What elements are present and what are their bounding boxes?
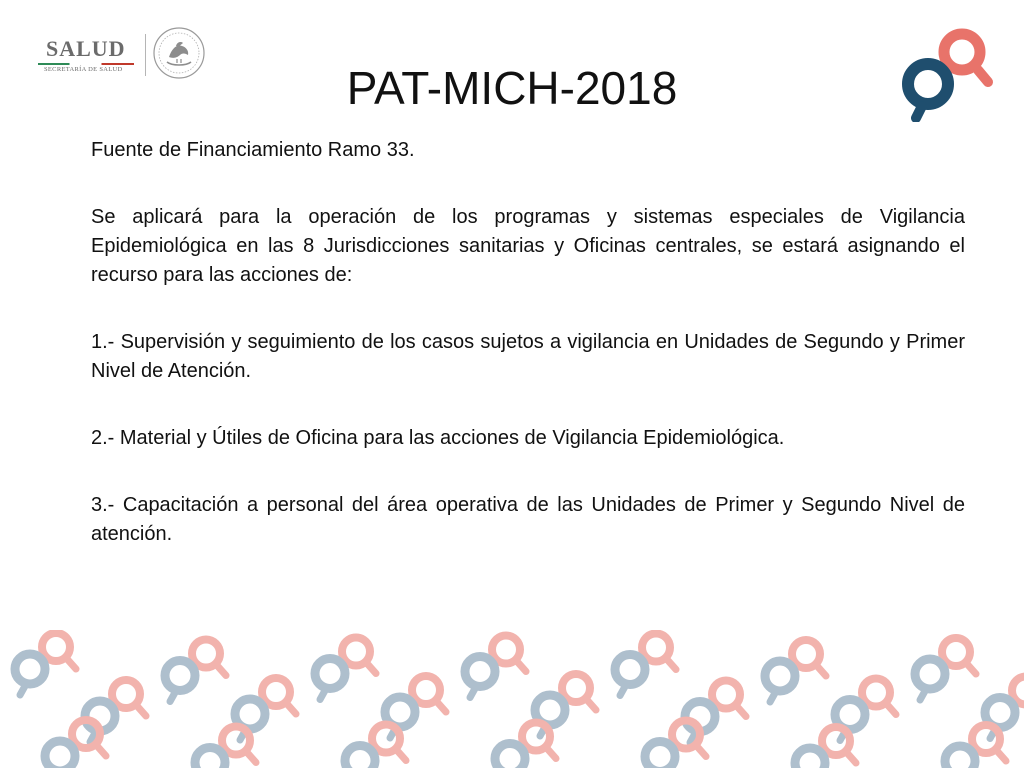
pattern-bubble-pair: [315, 638, 376, 700]
speech-bubbles-pattern-icon: [0, 630, 1024, 768]
pattern-bubble-pair: [165, 640, 226, 702]
action-item-3: 3.- Capacitación a personal del área operativa de las Unidades de Primer y Segundo Nivel de atención.: [91, 494, 965, 545]
slide-body: [91, 136, 965, 587]
pattern-bubble-pair: [465, 636, 526, 698]
pattern-bubble-pair: [15, 633, 76, 695]
pattern-bubble-pair: [495, 723, 556, 768]
funding-source-text: Fuente de Financiamiento Ramo 33.: [91, 139, 415, 161]
intro-paragraph: Se aplicará para la operación de los programas y sistemas especiales de Vigilancia Epidemiológica en las 8 Jurisdicciones sanitarias y Oficinas centrales, se estará asignando el recurso para las acciones de:: [91, 206, 965, 286]
pattern-bubble-pair: [45, 720, 106, 768]
pattern-bubble-pair: [915, 638, 976, 700]
pattern-bubble-pair: [685, 681, 746, 743]
pattern-bubble-pair: [795, 727, 856, 768]
pattern-bubble-pair: [945, 725, 1006, 768]
action-item-1: 1.- Supervisión y seguimiento de los casos sujetos a vigilancia en Unidades de Segundo y Primer Nivel de Atención.: [91, 331, 965, 382]
pattern-bubble-pair: [195, 727, 256, 768]
pattern-bubble-pair: [645, 721, 706, 768]
salud-logo-subtitle: SECRETARÍA DE SALUD: [44, 66, 123, 73]
pattern-bubble-pair: [85, 680, 146, 742]
pattern-bubble-pair: [615, 634, 676, 696]
slide-title: PAT-MICH-2018: [346, 62, 678, 114]
action-item-2: 2.- Material y Útiles de Oficina para las acciones de Vigilancia Epidemiológica.: [91, 427, 785, 449]
pattern-bubble-pair: [765, 640, 826, 702]
pattern-bubble-pair: [345, 725, 406, 768]
salud-logo-text: SALUD: [46, 36, 126, 61]
